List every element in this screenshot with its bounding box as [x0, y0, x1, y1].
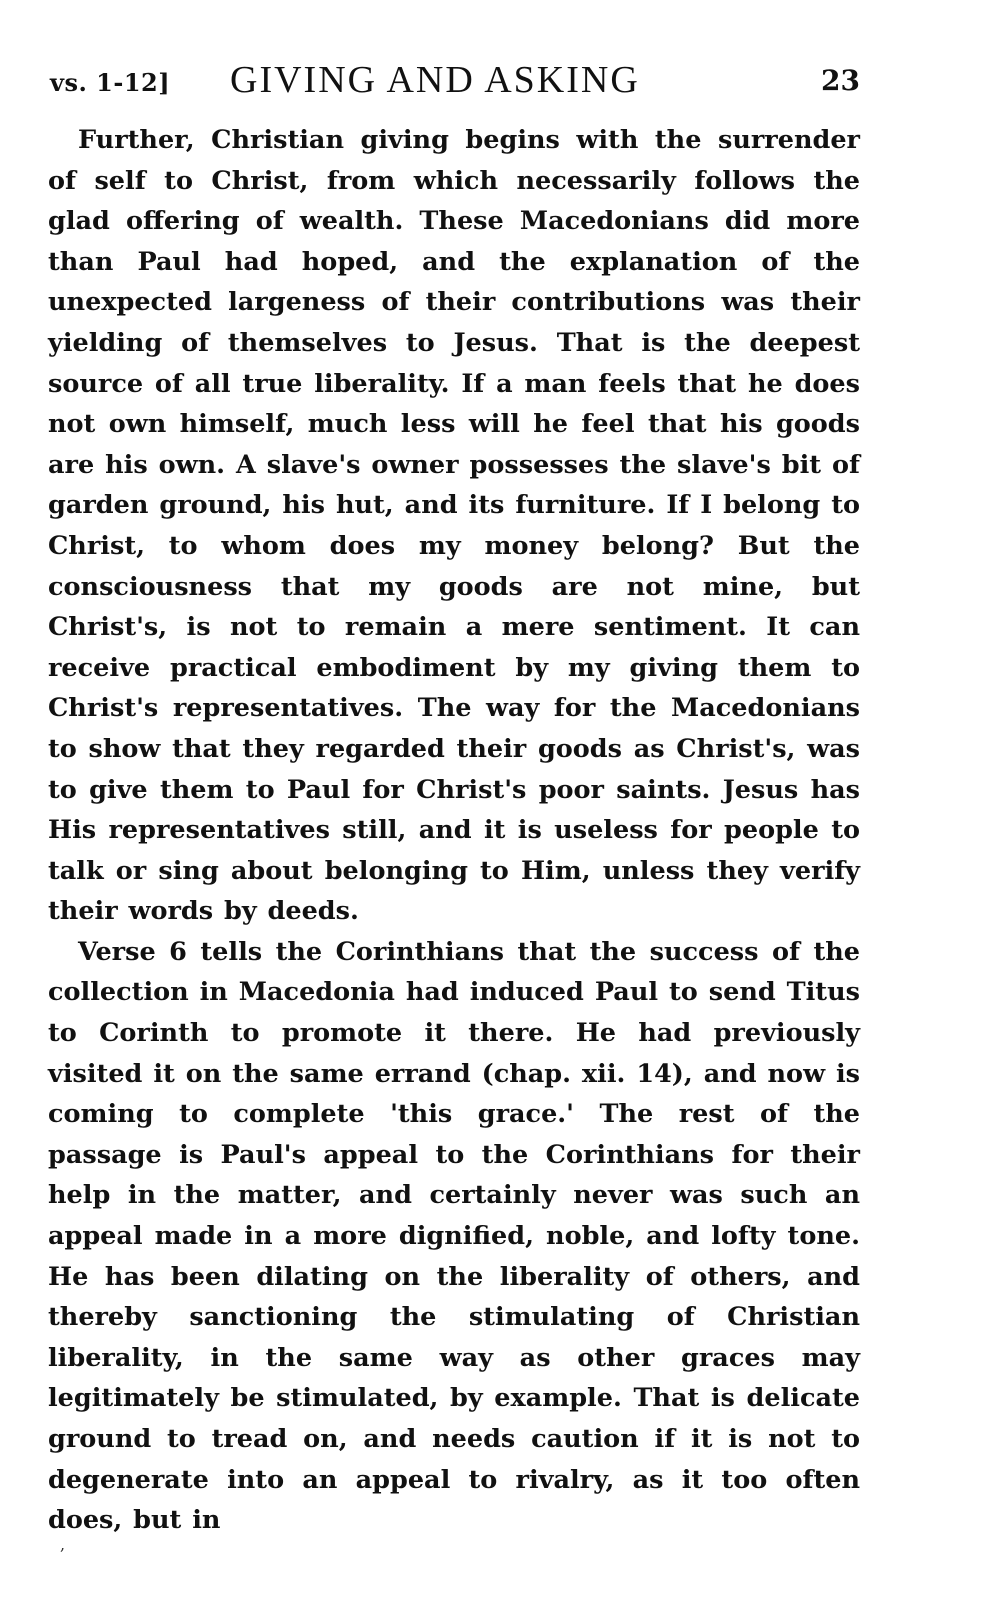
- body-text: [48, 120, 860, 1541]
- paragraph-1: Further, Christian giving begins with the surrender of self to Christ, from which necessarily follows the glad offering of wealth. These Macedonians did more than Paul had hoped, and the explanation of the unexpected largeness of their contributions was their yielding of themselves to Jesus. That is the deepest source of all true liberality. If a man feels that he does not own himself, much less will he feel that his goods are his own. A slave's owner possesses the slave's bit of garden ground, his hut, and its furniture. If I belong to Christ, to whom does my money belong? But the consciousness that my goods are not mine, but Christ's, is not to remain a mere sentiment. It can receive practical embodiment by my giving them to Christ's representatives. The way for the Macedonians to show that they regarded their goods as Christ's, was to give them to Paul for Christ's poor saints. Jesus has His representatives still, and it is useless for people to talk or sing about belonging to Him, unless they verify their words by deeds.: [48, 125, 860, 927]
- stray-print-mark: ,: [60, 1535, 66, 1554]
- chapter-verse-reference: vs. 1-12]: [50, 68, 171, 97]
- page-number: 23: [821, 64, 860, 97]
- running-title: GIVING AND ASKING: [230, 59, 640, 101]
- page-content: [48, 58, 860, 1541]
- running-header: [48, 58, 860, 108]
- paragraph-2: Verse 6 tells the Corinthians that the success of the collection in Macedonia had induced Paul to send Titus to Corinth to promote it there. He had previously visited it on the same errand (chap. xii. 14), and now is coming to complete 'this grace.' The rest of the passage is Paul's appeal to the Corinthians for their help in the matter, and certainly never was such an appeal made in a more dignified, noble, and lofty tone. He has been dilating on the liberality of others, and thereby sanctioning the stimulating of Christian liberality, in the same way as other graces may legitimately be stimulated, by example. That is delicate ground to tread on, and needs caution if it is not to degenerate into an appeal to rivalry, as it too often does, but in: [48, 936, 860, 1536]
